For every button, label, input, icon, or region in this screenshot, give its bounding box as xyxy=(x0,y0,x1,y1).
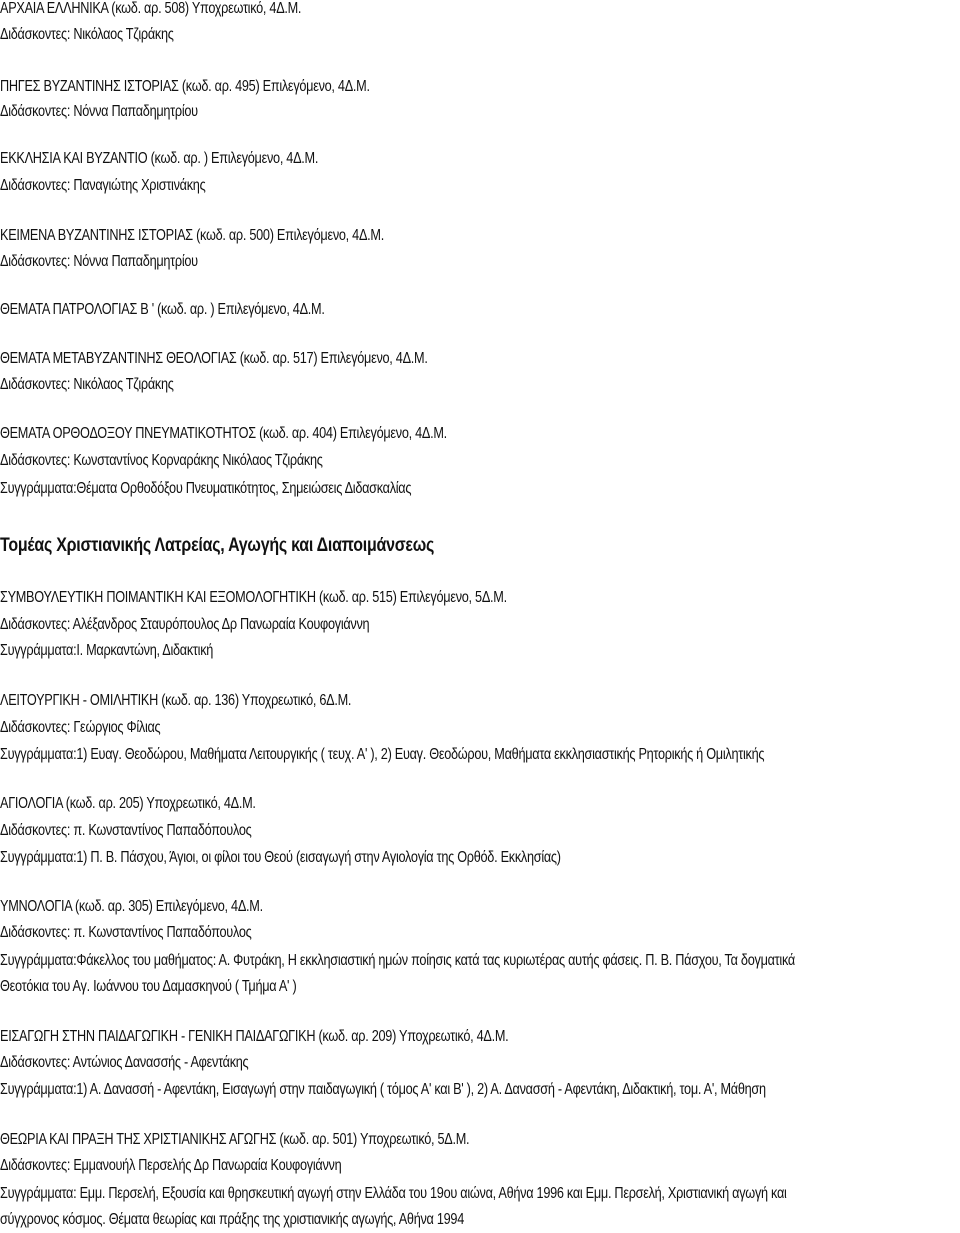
course-teachers: Διδάσκοντες: Νικόλαος Τζιράκης xyxy=(0,26,174,43)
course-teachers: Διδάσκοντες: Νόννα Παπαδημητρίου xyxy=(0,253,198,270)
section-heading: Τομέας Χριστιανικής Λατρείας, Αγωγής και Διαποιμάνσεως xyxy=(0,534,435,556)
course-title-piges-vyzantinis-istorias: ΠΗΓΕΣ ΒΥΖΑΝΤΙΝΗΣ ΙΣΤΟΡΙΑΣ (κωδ. αρ. 495) Επιλεγόμενο, 4Δ.Μ. xyxy=(0,78,370,95)
course-books-continued: σύγχρονος κόσμος. Θέματα θεωρίας και πράξης της χριστιανικής αγωγής, Αθήνα 1994 xyxy=(0,1211,464,1228)
course-teachers: Διδάσκοντες: Γεώργιος Φίλιας xyxy=(0,719,161,736)
course-teachers: Διδάσκοντες: π. Κωνσταντίνος Παπαδόπουλος xyxy=(0,924,252,941)
course-books: Συγγράμματα:Θέματα Ορθοδόξου Πνευματικότητος, Σημειώσεις Διδασκαλίας xyxy=(0,480,412,497)
course-title-theoria-kai-praxi-christianikis-agogis: ΘΕΩΡΙΑ ΚΑΙ ΠΡΑΞΗ ΤΗΣ ΧΡΙΣΤΙΑΝΙΚΗΣ ΑΓΩΓΗΣ (κωδ. αρ. 501) Υποχρεωτικό, 5Δ.Μ. xyxy=(0,1131,470,1148)
course-books-continued: Θεοτόκια του Αγ. Ιωάννου του Δαμασκηνού ( Τμήμα Α' ) xyxy=(0,978,297,995)
course-teachers: Διδάσκοντες: π. Κωνσταντίνος Παπαδόπουλος xyxy=(0,822,252,839)
course-title-eisagogi-stin-paidagogiki: ΕΙΣΑΓΩΓΗ ΣΤΗΝ ΠΑΙΔΑΓΩΓΙΚΗ - ΓΕΝΙΚΗ ΠΑΙΔΑΓΩΓΙΚΗ (κωδ. αρ. 209) Υποχρεωτικό, 4Δ.Μ. xyxy=(0,1028,509,1045)
course-title-keimena-vyzantinis-istorias: ΚΕΙΜΕΝΑ ΒΥΖΑΝΤΙΝΗΣ ΙΣΤΟΡΙΑΣ (κωδ. αρ. 500) Επιλεγόμενο, 4Δ.Μ. xyxy=(0,227,384,244)
course-title-ekklisia-kai-vyzantio: ΕΚΚΛΗΣΙΑ ΚΑΙ ΒΥΖΑΝΤΙΟ (κωδ. αρ. ) Επιλεγόμενο, 4Δ.Μ. xyxy=(0,150,319,167)
course-title-agiologia: ΑΓΙΟΛΟΓΙΑ (κωδ. αρ. 205) Υποχρεωτικό, 4Δ.Μ. xyxy=(0,795,256,812)
course-title-symvouleftiki-poimantiki: ΣΥΜΒΟΥΛΕΥΤΙΚΗ ΠΟΙΜΑΝΤΙΚΗ ΚΑΙ ΕΞΟΜΟΛΟΓΗΤΙΚΗ (κωδ. αρ. 515) Επιλεγόμενο, 5Δ.Μ. xyxy=(0,589,507,606)
course-teachers: Διδάσκοντες: Αλέξανδρος Σταυρόπουλος Δρ Πανωραία Κουφογιάννη xyxy=(0,616,370,633)
course-books: Συγγράμματα:1) Α. Δανασσή - Αφεντάκη, Εισαγωγή στην παιδαγωγική ( τόμος Α' και Β' ), 2) Α. Δανασσή - Αφεντάκη, Διδακτική, τομ. Α', Μάθηση xyxy=(0,1081,766,1098)
course-books: Συγγράμματα:Φάκελλος του μαθήματος: Α. Φυτράκη, Η εκκλησιαστική ημών ποίησις κατά τας κυριωτέρας αυτής φάσεις. Π. Β. Πάσχου, Τα δογματικά xyxy=(0,952,795,969)
course-title-ymnologia: ΥΜΝΟΛΟΓΙΑ (κωδ. αρ. 305) Επιλεγόμενο, 4Δ.Μ. xyxy=(0,898,263,915)
course-books: Συγγράμματα:1) Ευαγ. Θεοδώρου, Μαθήματα Λειτουργικής ( τευχ. Α' ), 2) Ευαγ. Θεοδώρου, Μαθήματα εκκλησιαστικής Ρητορικής ή Ομιλητικής xyxy=(0,746,765,763)
course-title-themata-patrologias: ΘΕΜΑΤΑ ΠΑΤΡΟΛΟΓΙΑΣ Β ' (κωδ. αρ. ) Επιλεγόμενο, 4Δ.Μ. xyxy=(0,301,325,318)
course-title-leitourgiki-omilitiki: ΛΕΙΤΟΥΡΓΙΚΗ - ΟΜΙΛΗΤΙΚΗ (κωδ. αρ. 136) Υποχρεωτικό, 6Δ.Μ. xyxy=(0,692,352,709)
course-teachers: Διδάσκοντες: Νικόλαος Τζιράκης xyxy=(0,376,174,393)
course-teachers: Διδάσκοντες: Νόννα Παπαδημητρίου xyxy=(0,103,198,120)
course-title-themata-metavyzantinis-theologias: ΘΕΜΑΤΑ ΜΕΤΑΒΥΖΑΝΤΙΝΗΣ ΘΕΟΛΟΓΙΑΣ (κωδ. αρ. 517) Επιλεγόμενο, 4Δ.Μ. xyxy=(0,350,428,367)
course-books: Συγγράμματα: Εμμ. Περσελή, Εξουσία και θρησκευτική αγωγή στην Ελλάδα του 19ου αιώνα, Αθήνα 1996 και Εμμ. Περσελή, Χριστιανική αγωγή και xyxy=(0,1185,787,1202)
course-title-themata-orthodoxou-pnevmatikotitos: ΘΕΜΑΤΑ ΟΡΘΟΔΟΞΟΥ ΠΝΕΥΜΑΤΙΚΟΤΗΤΟΣ (κωδ. αρ. 404) Επιλεγόμενο, 4Δ.Μ. xyxy=(0,425,447,442)
course-title-archaia-ellinika: ΑΡΧΑΙΑ ΕΛΛΗΝΙΚΑ (κωδ. αρ. 508) Υποχρεωτικό, 4Δ.Μ. xyxy=(0,0,302,17)
course-teachers: Διδάσκοντες: Παναγιώτης Χριστινάκης xyxy=(0,177,206,194)
course-teachers: Διδάσκοντες: Αντώνιος Δανασσής - Αφεντάκης xyxy=(0,1054,249,1071)
course-teachers: Διδάσκοντες: Κωνσταντίνος Κορναράκης Νικόλαος Τζιράκης xyxy=(0,452,323,469)
course-books: Συγγράμματα:Ι. Μαρκαντώνη, Διδακτική xyxy=(0,642,214,659)
course-teachers: Διδάσκοντες: Εμμανουήλ Περσελής Δρ Πανωραία Κουφογιάννη xyxy=(0,1157,342,1174)
course-books: Συγγράμματα:1) Π. Β. Πάσχου, Άγιοι, οι φίλοι του Θεού (εισαγωγή στην Αγιολογία της Ορθόδ. Εκκλησίας) xyxy=(0,849,561,866)
